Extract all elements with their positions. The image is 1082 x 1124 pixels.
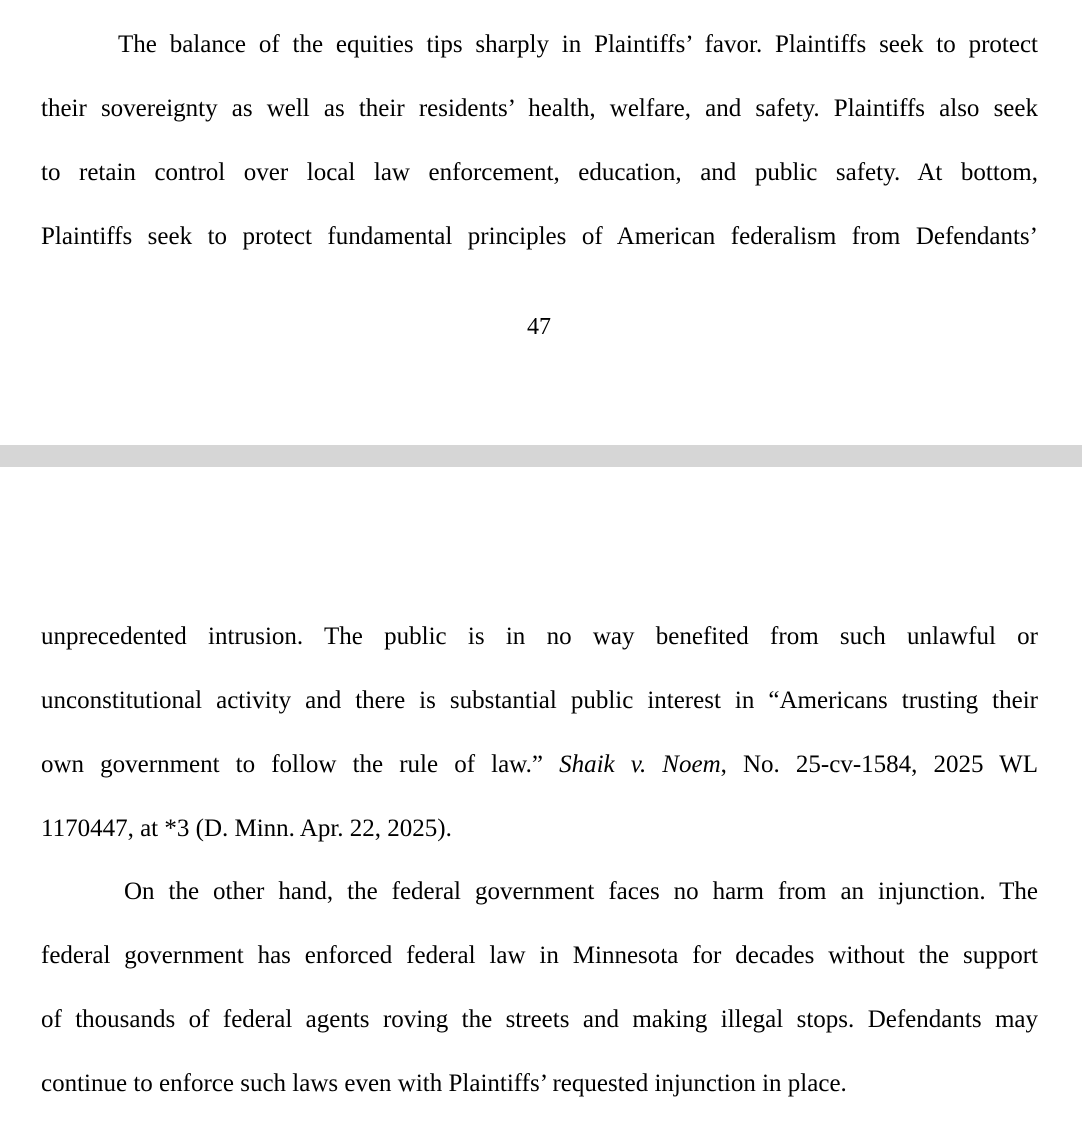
text-line: Plaintiffs seek to protect fundamental principles of American federalism from Defendants’ [41, 223, 1038, 250]
text-segment: own government to follow the rule of law.” [41, 751, 560, 778]
document-page-47 [0, 0, 1082, 445]
text-line-with-citation [41, 750, 1038, 780]
text-line: their sovereignty as well as their residents’ health, welfare, and safety. Plaintiffs also seek [41, 95, 1038, 122]
page-number: 47 [527, 314, 551, 340]
text-line: 1170447, at *3 (D. Minn. Apr. 22, 2025). [41, 815, 452, 842]
page-separator [0, 445, 1082, 467]
text-line: to retain control over local law enforcement, education, and public safety. At bottom, [41, 159, 1038, 186]
text-line: federal government has enforced federal law in Minnesota for decades without the support [41, 942, 1038, 969]
text-line: unprecedented intrusion. The public is in no way benefited from such unlawful or [41, 623, 1038, 650]
text-segment: , No. 25-cv-1584, 2025 WL [720, 751, 1039, 778]
text-line: unconstitutional activity and there is substantial public interest in “Americans trusting their [41, 687, 1038, 714]
document-page-48 [0, 467, 1082, 1124]
text-line: The balance of the equities tips sharply in Plaintiffs’ favor. Plaintiffs seek to protect [118, 31, 1038, 58]
text-line: continue to enforce such laws even with Plaintiffs’ requested injunction in place. [41, 1070, 847, 1097]
text-line: On the other hand, the federal government faces no harm from an injunction. The [124, 878, 1038, 905]
case-citation: Shaik v. Noem [559, 751, 721, 778]
text-line: of thousands of federal agents roving the streets and making illegal stops. Defendants may [41, 1006, 1038, 1033]
